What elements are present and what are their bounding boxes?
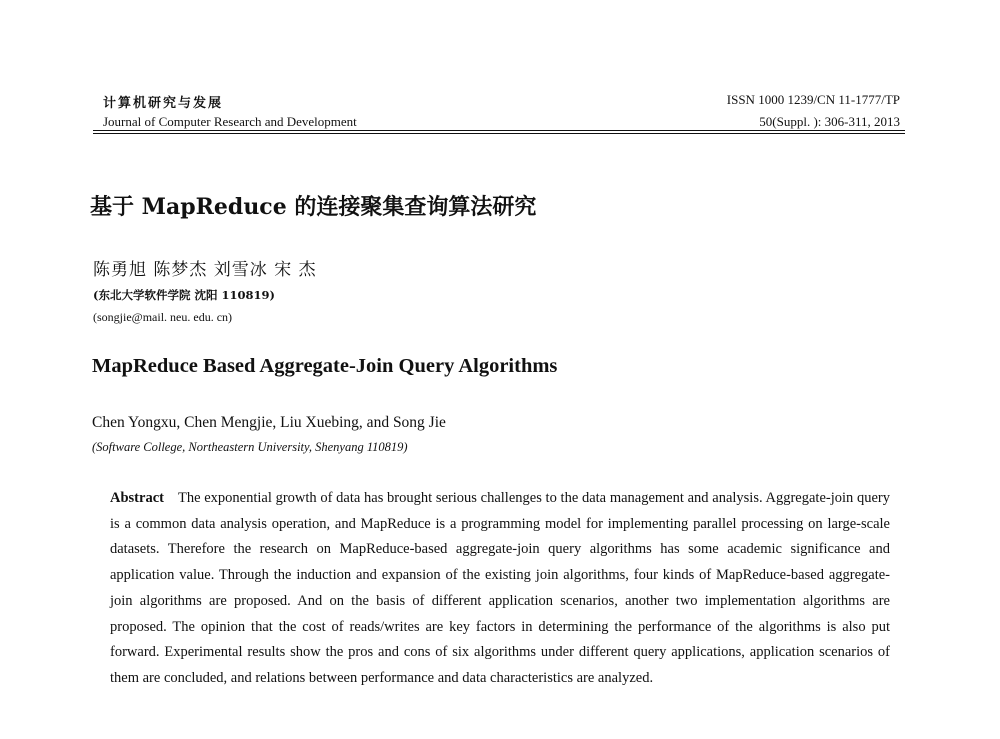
paper-title-cn: 基于 MapReduce 的连接聚集查询算法研究 [90, 194, 537, 220]
abstract [110, 486, 890, 692]
affiliation-en: (Software College, Northeastern University, Shenyang 110819) [92, 440, 408, 454]
paper-title-en: MapReduce Based Aggregate-Join Query Algorithms [92, 355, 558, 377]
authors-cn: 陈勇旭 陈梦杰 刘雪冰 宋 杰 [93, 260, 317, 280]
header-rule-bottom [93, 133, 905, 134]
journal-title-en: Journal of Computer Research and Development [103, 114, 357, 129]
journal-title-cn: 计算机研究与发展 [103, 96, 224, 111]
issn: ISSN 1000 1239/CN 11-1777/TP [726, 92, 900, 107]
header-rule-top [93, 130, 905, 131]
affiliation-cn: (东北大学软件学院 沈阳 110819) [93, 288, 275, 302]
volume-pages: 50(Suppl. ): 306-311, 2013 [759, 114, 900, 129]
authors-en: Chen Yongxu, Chen Mengjie, Liu Xuebing, and Song Jie [92, 414, 446, 431]
abstract-label: Abstract [110, 490, 164, 506]
abstract-text: The exponential growth of data has brought serious challenges to the data management and analysis. Aggregate-join query is a common data analysis operation, and MapReduce is a programming model for implementing parallel processing on large-scale datasets. Therefore the research on MapReduce-based aggregate-join query algorithms has some academic significance and application value. Through the induction and expansion of the existing join algorithms, four kinds of MapReduce-based aggregate-join algorithms are proposed. And on the basis of different application scenarios, another two implementation algorithms are proposed. The opinion that the cost of reads/writes are key factors in determining the performance of the algorithms is also put forward. Experimental results show the pros and cons of six algorithms under different query applications, application scenarios of them are concluded, and relations between performance and data characteristics are analyzed. [110, 490, 890, 686]
author-email: (songjie@mail. neu. edu. cn) [93, 310, 233, 324]
